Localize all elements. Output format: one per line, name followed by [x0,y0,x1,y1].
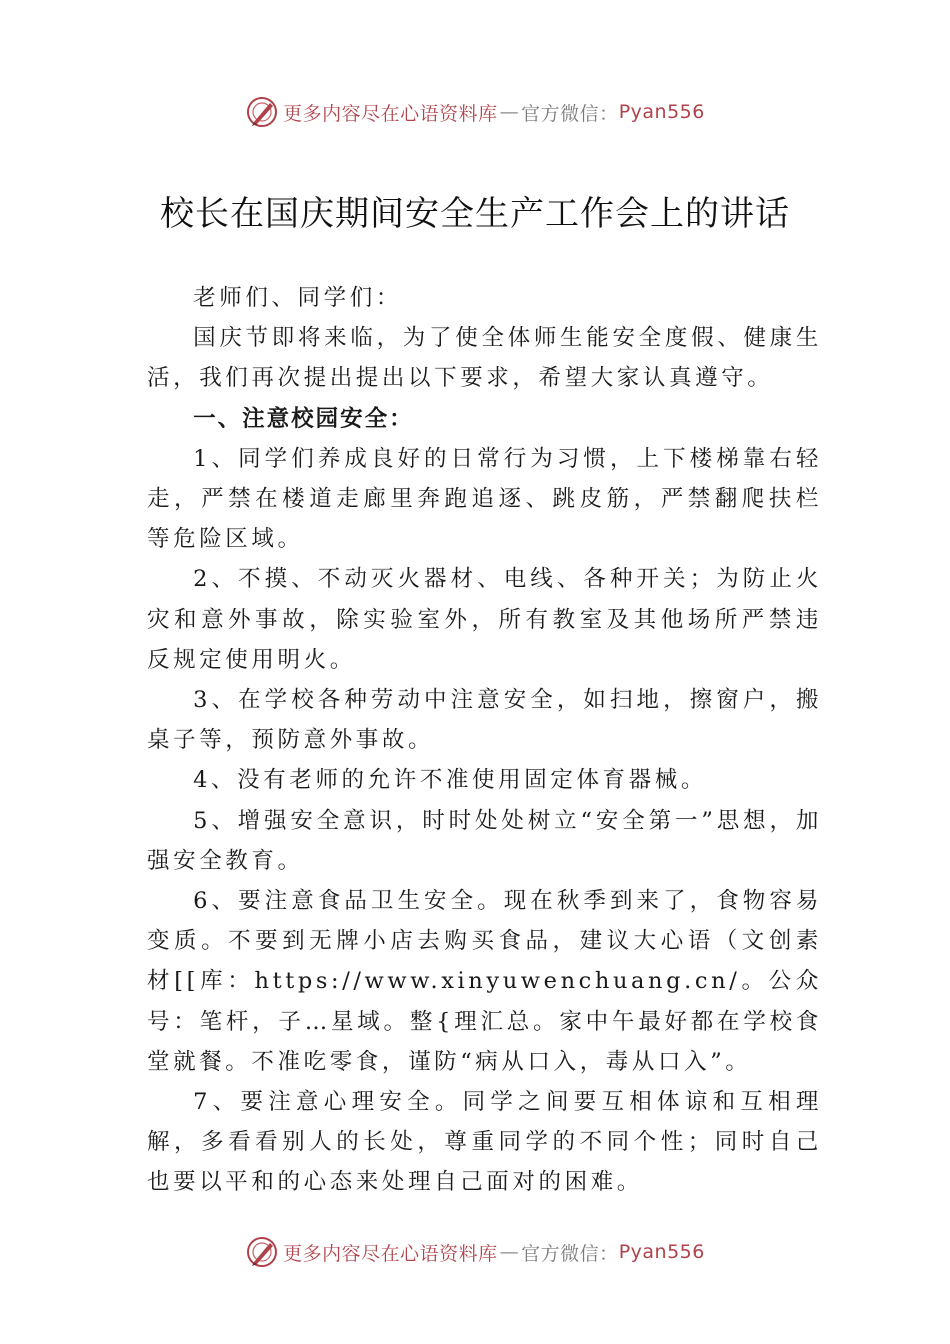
watermark-wechat-label: 官方微信： [521,102,619,125]
watermark-footer [0,1235,950,1269]
greeting: 老师们、同学们： [193,285,402,311]
watermark-header [0,95,950,129]
pen-logo-icon [245,95,279,129]
document-title: 校长在国庆期间安全生产工作会上的讲话 [160,194,790,234]
item-4: 4、没有老师的允许不准使用固定体育器械。 [193,767,707,794]
watermark-dash: — [499,1241,520,1263]
pen-logo-icon [245,1235,279,1269]
watermark-main-text: 更多内容尽在心语资料库 [283,102,498,125]
intro-paragraph: 国庆节即将来临，为了使全体师生能安全度假、健康生活，我们再次提出提出以下要求，希望大家认真遵守。 [147,325,822,392]
watermark-account: Pyan556 [618,101,705,123]
item-2: 2、不摸、不动灭火器材、电线、各种开关；为防止火灾和意外事故，除实验室外，所有教室及其他场所严禁违反规定使用明火。 [147,566,822,673]
item-7: 7、要注意心理安全。同学之间要互相体谅和互相理解，多看看别人的长处，尊重同学的不同个性；同时自己也要以平和的心态来处理自己面对的困难。 [147,1089,822,1196]
watermark-wechat-label: 官方微信： [521,1242,619,1265]
item-1: 1、同学们养成良好的日常行为习惯，上下楼梯靠右轻走，严禁在楼道走廊里奔跑追逐、跳皮筋，严禁翻爬扶栏等危险区域。 [147,445,822,553]
watermark-main-text: 更多内容尽在心语资料库 [283,1242,498,1265]
item-6: 6、要注意食品卫生安全。现在秋季到来了，食物容易变质。不要到无牌小店去购买食品，建议大心语（文创素材[[库：https://www.xinyuwenchuang.cn/。公众号：笔杆，子…星域。整{理汇总。家中午最好都在学校食堂就餐。不准吃零食，谨防“病从口入，毒从口入”。 [147,888,822,1075]
item-3: 3、在学校各种劳动中注意安全，如扫地，擦窗户，搬桌子等，预防意外事故。 [147,687,822,754]
item-5: 5、增强安全意识，时时处处树立“安全第一”思想，加强安全教育。 [147,807,822,874]
watermark-dash: — [499,101,520,123]
watermark-account: Pyan556 [618,1241,705,1263]
section-heading: 一、注意校园安全： [193,405,414,432]
document-body [147,278,822,1203]
